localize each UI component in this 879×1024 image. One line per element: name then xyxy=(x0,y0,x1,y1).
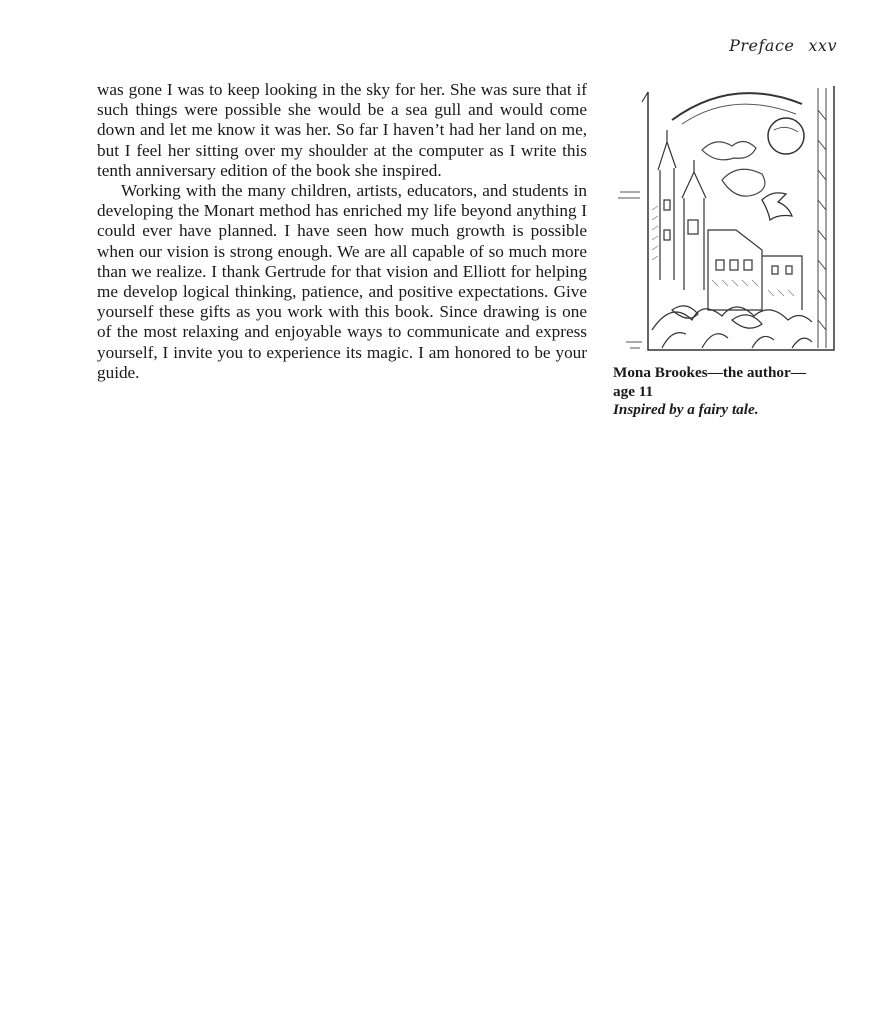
body-text xyxy=(97,80,587,383)
caption-description: Inspired by a fairy tale. xyxy=(613,401,759,419)
fairy-tale-drawing xyxy=(612,80,840,358)
caption-author: Mona Brookes—the author— xyxy=(613,364,806,381)
castle-drawing-illustration xyxy=(612,80,838,358)
running-head xyxy=(729,36,837,55)
figure-caption xyxy=(613,364,843,420)
paragraph-2: Working with the many children, artists, educators, and students in developing the Monart method has enriched my life beyond anything I could ever have planned. I have seen how much growth is possible when our vision is strong enough. We are all capable of so much more than we realize. I thank Gertrude for that vision and Elliott for helping me develop logical thinking, patience, and positive expectations. Give yourself these gifts as you work with this book. Since drawing is one of the most relaxing and enjoyable ways to communicate and express yourself, I invite you to experience its magic. I am honored to be your guide. xyxy=(97,181,587,382)
page-number: xxv xyxy=(808,36,837,55)
paragraph-1: was gone I was to keep looking in the sky for her. She was sure that if such things were possible she would be a sea gull and would come down and let me know it was her. So far I haven’t had her land on me, but I feel her sitting over my shoulder at the computer as I write this tenth anniversary edition of the book she inspired. xyxy=(97,80,587,180)
caption-age: age 11 xyxy=(613,382,654,400)
running-head-section: Preface xyxy=(729,36,795,55)
